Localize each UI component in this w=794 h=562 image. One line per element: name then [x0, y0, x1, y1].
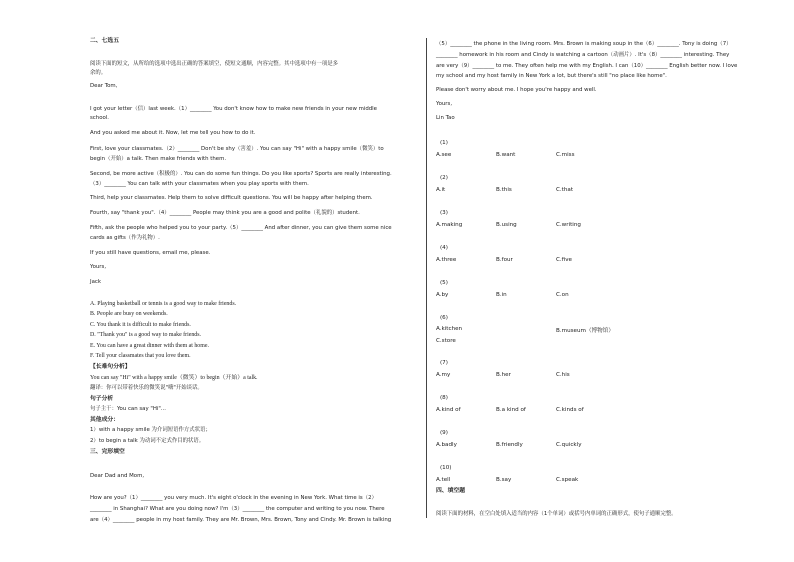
paragraph-line: ________ homework in his room and Cindy is watching a cartoon（动画片）. It's（8）________ interesting. They [436, 52, 730, 58]
letter-signature: Lin Tao [436, 115, 455, 121]
choice-option: D. "Thank you" is a good way to make friends. [90, 332, 201, 338]
subject-predicate: 句子主干：You can say "Hi"... [90, 406, 167, 412]
paragraph-line: cards as gifts（作为礼物）. [90, 235, 160, 241]
right-column [426, 0, 794, 562]
paragraph-line: And you asked me about it. Now, let me tell you how to do it. [90, 130, 256, 136]
paragraph-line: （3）________ You can talk with your classmates when you play sports with them. [90, 181, 309, 187]
choice-option: C. You thank it is difficult to make friends. [90, 322, 191, 328]
option-b[interactable]: B.a kind of [496, 407, 526, 413]
option-b[interactable]: B.this [496, 187, 512, 193]
paragraph-line: Fifth, ask the people who helped you to your party.（5）________ And after dinner, you can give them some nice [90, 225, 392, 231]
option-c[interactable]: C.his [556, 372, 570, 378]
paragraph-line: Third, help your classmates. Help them to solve difficult questions. You will be happy after helping them. [90, 195, 373, 201]
question-number: (8) [440, 395, 448, 401]
paragraph-line: I got your letter（信）last week.（1）________ You don't know how to make new friends in your new middle [90, 106, 377, 112]
instruction-line: 阅读下面的短文，从所给的选项中选出正确的答案填空，使短文通顺，内容完整。其中选项中有一项是多 [90, 61, 338, 67]
choice-option: E. You can have a great dinner with them at home. [90, 343, 209, 349]
question-number: (7) [440, 360, 448, 366]
option-b[interactable]: B.want [496, 152, 516, 158]
paragraph-line: If you still have questions, email me, please. [90, 250, 211, 256]
paragraph-line: Fourth, say "thank you".（4）________ People may think you are a good and polite（礼貌的）student. [90, 210, 360, 216]
option-b[interactable]: B.her [496, 372, 511, 378]
question-number: (2) [440, 175, 448, 181]
option-c[interactable]: C.on [556, 292, 569, 298]
sentence-analysis-label: 句子分析 [90, 396, 114, 402]
analysis-title: 【长难句分析】 [90, 364, 131, 370]
option-b[interactable]: B.using [496, 222, 517, 228]
option-a[interactable]: A.kind of [436, 407, 461, 413]
component-line: 1）with a happy smile 为介词短语作方式状语； [90, 427, 211, 433]
option-a[interactable]: A.my [436, 372, 451, 378]
option-a[interactable]: A.making [436, 222, 463, 228]
analysis-translation: 翻译：你可以带着快乐的微笑说"嗨"开始谈话。 [90, 385, 203, 391]
option-b[interactable]: B.in [496, 292, 507, 298]
paragraph-line: How are you?（1）________ you very much. It's eight o'clock in the evening in New York. What time is（2） [90, 495, 377, 501]
option-a[interactable]: A.three [436, 257, 457, 263]
option-a[interactable]: A.badly [436, 442, 457, 448]
paragraph-line: Second, be more active（积极的）. You can do some fun things. Do you like sports? Sports are really interesting. [90, 171, 392, 177]
section4-instruction: 阅读下面的材料，在空白处填入适当的内容（1个单词）或括号内单词的正确形式，使句子通顺完整。 [436, 511, 677, 517]
letter-greeting: Dear Tom, [90, 83, 118, 89]
option-c[interactable]: C.store [436, 338, 456, 344]
question-number: (1) [440, 140, 448, 146]
question-number: (4) [440, 245, 448, 251]
letter-closing: Yours, [436, 101, 453, 107]
section3-title: 三、完形填空 [90, 449, 125, 455]
option-c[interactable]: C.writing [556, 222, 581, 228]
option-c[interactable]: C.five [556, 257, 572, 263]
option-a[interactable]: A.by [436, 292, 449, 298]
option-c[interactable]: C.speak [556, 477, 579, 483]
option-c[interactable]: C.kinds of [556, 407, 584, 413]
letter-signature: Jack [90, 279, 101, 285]
paragraph-line: First, love your classmates.（2）________ Don't be shy（害羞）. You can say "Hi" with a happy smile（微笑）to [90, 146, 384, 152]
question-number: (6) [440, 315, 448, 321]
paragraph-line: （5）________ the phone in the living room. Mrs. Brown is making soup in the（6）________. Tony is doing（7） [436, 41, 732, 47]
section2-title: 二、七选五 [90, 38, 119, 44]
option-c[interactable]: C.quickly [556, 442, 582, 448]
option-a[interactable]: A.it [436, 187, 446, 193]
option-b[interactable]: B.four [496, 257, 513, 263]
choice-option: A. Playing basketball or tennis is a good way to make friends. [90, 301, 237, 307]
option-a[interactable]: A.tell [436, 477, 451, 483]
paragraph-line: ________ in Shanghai? What are you doing now? I'm（3）________ the computer and writing to you now. There [90, 506, 385, 512]
letter-greeting: Dear Dad and Mom, [90, 473, 145, 479]
question-number: (5) [440, 280, 448, 286]
option-b[interactable]: B.friendly [496, 442, 523, 448]
paragraph-line: are very（9）________ to me. They often help me with my English. I can（10）________ English better now. I love [436, 63, 738, 69]
option-c[interactable]: C.miss [556, 152, 575, 158]
other-components-label: 其他成分： [90, 417, 119, 423]
option-a[interactable]: A.kitchen [436, 326, 463, 332]
paragraph-line: are（4）________ people in my host family. They are Mr. Brown, Mrs. Brown, Tony and Cindy. Mr. Brown is talking [90, 517, 392, 523]
option-c[interactable]: C.that [556, 187, 574, 193]
letter-closing: Yours, [90, 264, 107, 270]
paragraph-line: my school and my host family in New York a lot, but there's still "no place like home". [436, 73, 667, 79]
section4-title: 四、填空题 [436, 488, 465, 494]
component-line: 2）to begin a talk 为动词不定式作目的状语。 [90, 438, 205, 444]
paragraph-line: Please don't worry about me. I hope you're happy and well. [436, 87, 597, 93]
question-number: (10) [440, 465, 452, 471]
option-b[interactable]: B.museum（博物馆） [556, 328, 614, 334]
paragraph-line: begin（开始）a talk. Then make friends with them. [90, 156, 227, 162]
choice-option: B. People are busy on weekends. [90, 311, 168, 317]
option-a[interactable]: A.see [436, 152, 452, 158]
question-number: (9) [440, 430, 448, 436]
paragraph-line: school. [90, 115, 109, 121]
option-b[interactable]: B.say [496, 477, 512, 483]
analysis-sentence: You can say "Hi" with a happy smile（微笑）to begin（开始）a talk. [90, 375, 258, 381]
choice-option: F. Tell your classmates that you love them. [90, 353, 191, 359]
question-number: (3) [440, 210, 448, 216]
instruction-line: 余的。 [90, 70, 107, 76]
